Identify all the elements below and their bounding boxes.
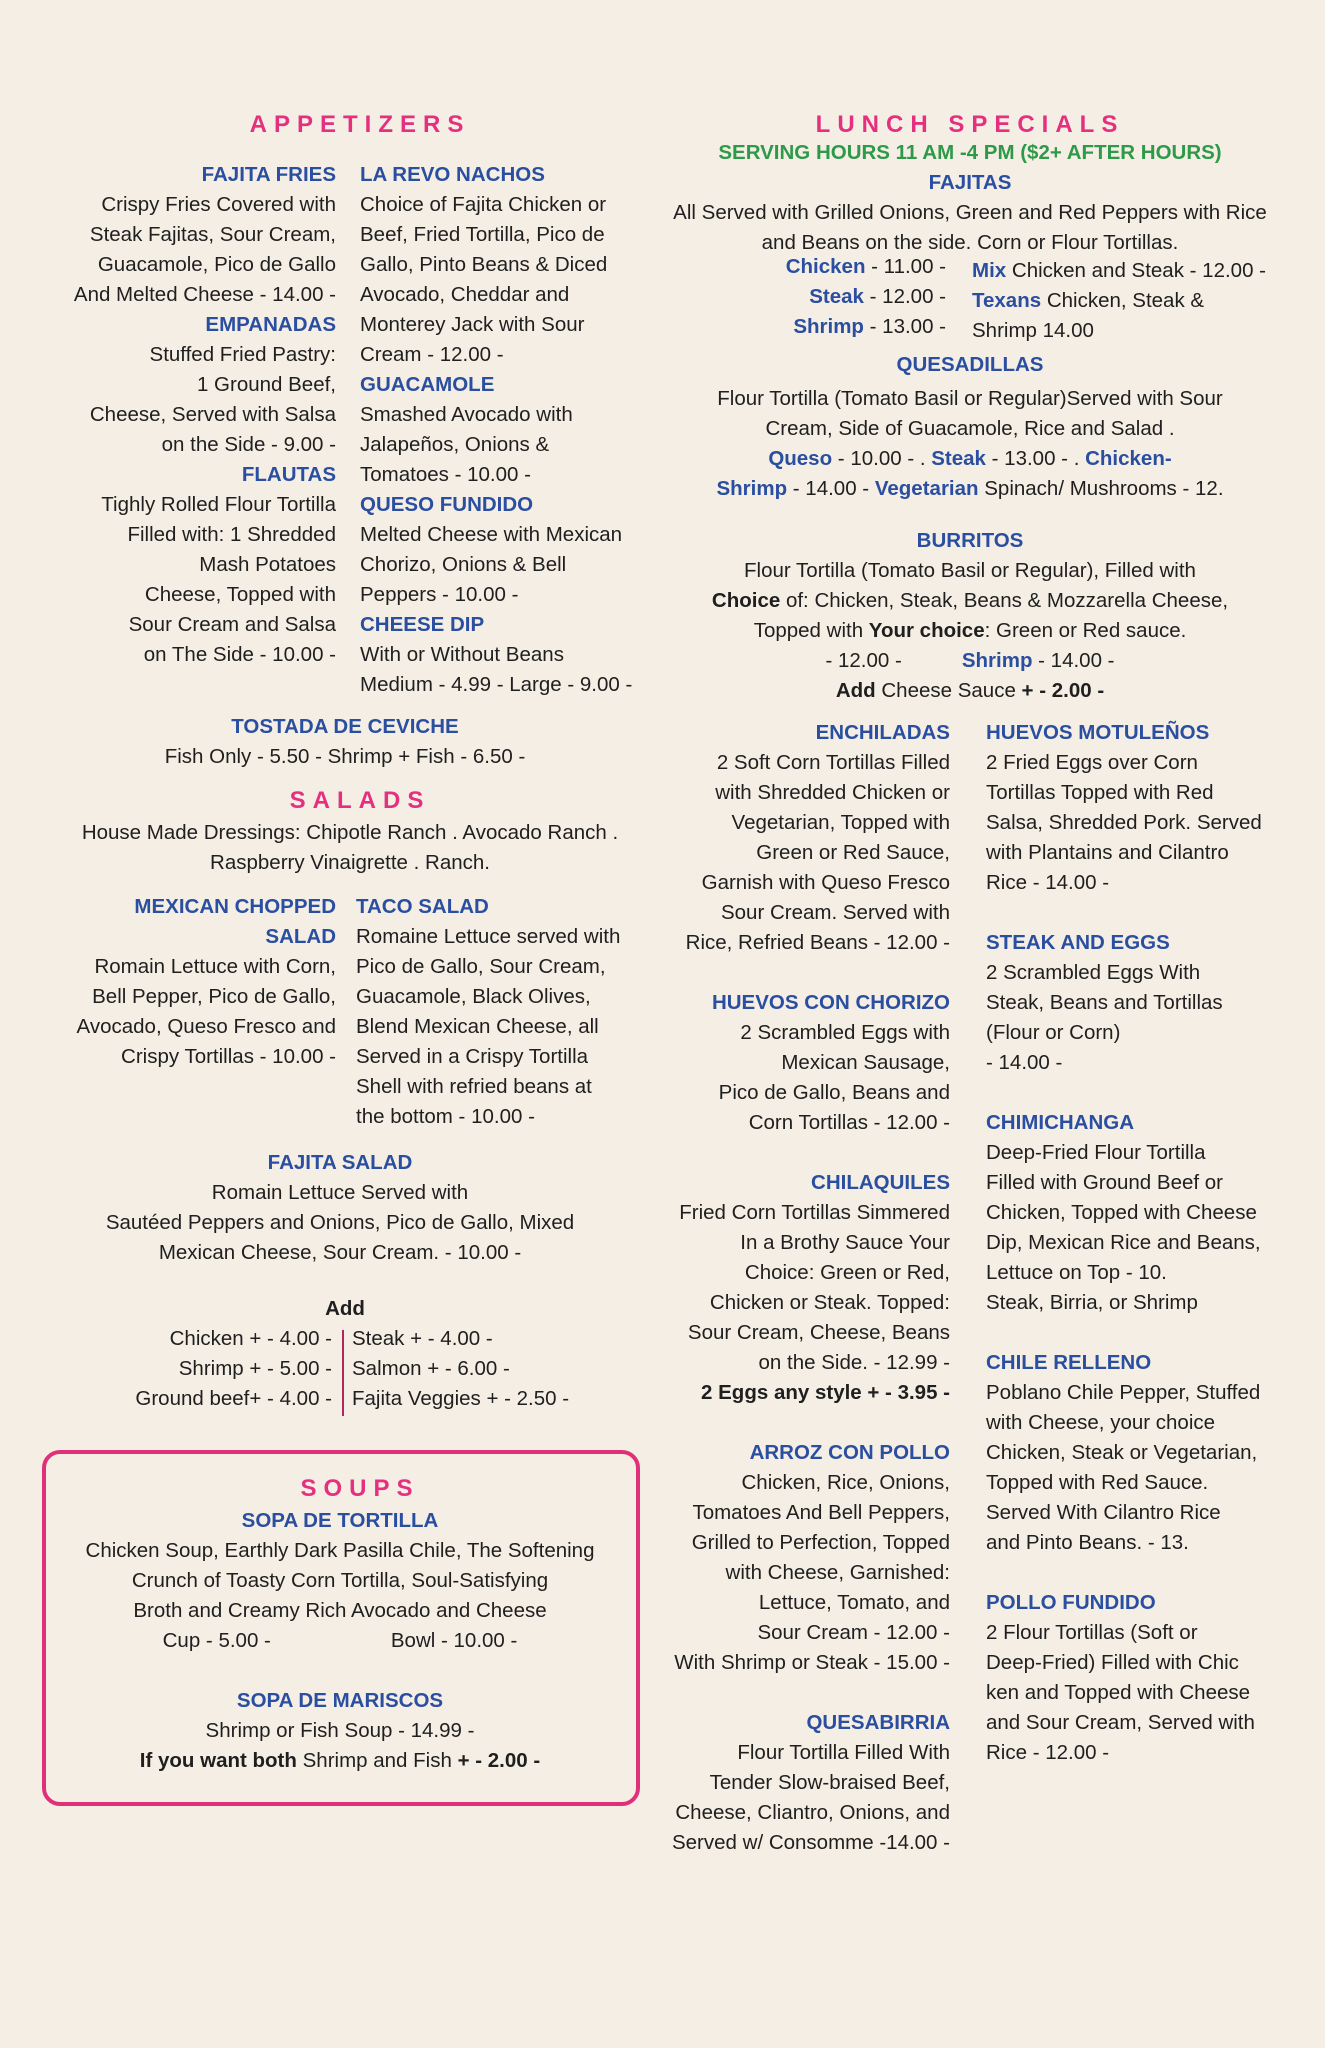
mexican-chopped-name: SALAD bbox=[265, 925, 336, 948]
empanadas-line: 1 Ground Beef, bbox=[196, 373, 336, 396]
taco-salad-line: Romaine Lettuce served with bbox=[356, 925, 621, 948]
fajita-fries-line: Steak Fajitas, Sour Cream, bbox=[89, 223, 336, 246]
add-option: Salmon + - 6.00 - bbox=[352, 1357, 510, 1380]
appetizers-title: APPETIZERS bbox=[249, 111, 471, 138]
chilaquiles-line: Choice: Green or Red, bbox=[744, 1261, 950, 1284]
dressings-line: House Made Dressings: Chipotle Ranch . Avocado Ranch . bbox=[81, 821, 619, 844]
salad-dressings bbox=[40, 818, 660, 878]
chimichanga-line: Steak, Birria, or Shrimp bbox=[986, 1291, 1198, 1314]
burritos-add-text: Cheese Sauce bbox=[875, 679, 1022, 702]
chilaquiles-eggs: 2 Eggs any style + - 3.95 - bbox=[701, 1381, 950, 1404]
quesadillas-desc bbox=[650, 384, 1290, 504]
pollo-fundido-name: POLLO FUNDIDO bbox=[986, 1591, 1156, 1614]
chile-relleno-name: CHILE RELLENO bbox=[986, 1351, 1152, 1374]
quesadillas-line: Flour Tortilla (Tomato Basil or Regular)Served with Sour bbox=[717, 387, 1223, 410]
quesabirria-line: Tender Slow-braised Beef, bbox=[709, 1771, 950, 1794]
add-option: Steak + - 4.00 - bbox=[352, 1327, 493, 1350]
burritos-your-choice: Your choice bbox=[868, 619, 985, 642]
soups-title: SOUPS bbox=[300, 1475, 420, 1502]
add-title: Add bbox=[325, 1297, 365, 1320]
arroz-pollo-line: Sour Cream - 12.00 - bbox=[757, 1621, 950, 1644]
huevos-chorizo-line: Pico de Gallo, Beans and bbox=[718, 1081, 950, 1104]
empanadas-name: EMPANADAS bbox=[205, 313, 336, 336]
huevos-chorizo-line: Mexican Sausage, bbox=[781, 1051, 950, 1074]
sopa-mariscos-name: SOPA DE MARISCOS bbox=[236, 1689, 444, 1712]
sopa-tortilla-line: Chicken Soup, Earthly Dark Pasilla Chile, The Softening bbox=[85, 1539, 595, 1562]
guacamole-name: GUACAMOLE bbox=[360, 373, 495, 396]
price: - 14.00 - bbox=[787, 477, 870, 500]
mexican-chopped-line: Crispy Tortillas - 10.00 - bbox=[121, 1045, 336, 1068]
enchiladas-line: with Shredded Chicken or bbox=[715, 781, 950, 804]
tostada-block bbox=[90, 712, 600, 772]
fajita-salad-line: Sautéed Peppers and Onions, Pico de Gallo, Mixed bbox=[105, 1211, 575, 1234]
quesadillas-vegetarian: Vegetarian bbox=[874, 477, 979, 500]
enchiladas-line: Vegetarian, Topped with bbox=[731, 811, 950, 834]
huevos-motulenos-line: Rice - 14.00 - bbox=[986, 871, 1110, 894]
cheese-dip-name: CHEESE DIP bbox=[360, 613, 485, 636]
flautas-line: Mash Potatoes bbox=[199, 553, 336, 576]
quesadillas-chicken-shrimp: Chicken- bbox=[1085, 447, 1172, 470]
price: - 13.00 - . bbox=[985, 447, 1080, 470]
queso-fundido-name: QUESO FUNDIDO bbox=[360, 493, 534, 516]
chile-relleno-line: with Cheese, your choice bbox=[986, 1411, 1216, 1434]
enchiladas-line: Sour Cream. Served with bbox=[720, 901, 950, 924]
both-bold: If you want both bbox=[139, 1749, 297, 1772]
queso-fundido-line: Chorizo, Onions & Bell bbox=[360, 553, 567, 576]
sopa-tortilla-sizes bbox=[60, 1626, 620, 1656]
fajita-salad-line: Mexican Cheese, Sour Cream. - 10.00 - bbox=[158, 1241, 522, 1264]
huevos-chorizo-line: 2 Scrambled Eggs with bbox=[740, 1021, 950, 1044]
dressings-line: Raspberry Vinaigrette . Ranch. bbox=[210, 851, 490, 874]
arroz-pollo-line: Chicken, Rice, Onions, bbox=[741, 1471, 950, 1494]
chimichanga-line: Dip, Mexican Rice and Beans, bbox=[986, 1231, 1261, 1254]
sopa-tortilla-name: SOPA DE TORTILLA bbox=[241, 1509, 439, 1532]
flautas-line: Sour Cream and Salsa bbox=[128, 613, 336, 636]
mexican-chopped-name: MEXICAN CHOPPED bbox=[134, 895, 336, 918]
fajitas-line: and Beans on the side. Corn or Flour Tortillas. bbox=[761, 231, 1179, 254]
chile-relleno-line: Served With Cilantro Rice bbox=[986, 1501, 1221, 1524]
chimichanga-line: Deep-Fried Flour Tortilla bbox=[986, 1141, 1206, 1164]
arroz-pollo-name: ARROZ CON POLLO bbox=[749, 1441, 950, 1464]
pollo-fundido-line: Deep-Fried) Filled with Chic bbox=[986, 1651, 1239, 1674]
nachos-line: Choice of Fajita Chicken or bbox=[360, 193, 607, 216]
nachos-line: Gallo, Pinto Beans & Diced bbox=[360, 253, 608, 276]
burritos-add-price: + - 2.00 - bbox=[1021, 679, 1105, 702]
both-price: + - 2.00 - bbox=[457, 1749, 541, 1772]
empanadas-line: Cheese, Served with Salsa bbox=[89, 403, 336, 426]
add-option: Chicken + - 4.00 - bbox=[169, 1327, 332, 1350]
fajitas-line: All Served with Grilled Onions, Green and Red Peppers with Rice bbox=[673, 201, 1267, 224]
mexican-chopped-line: Avocado, Queso Fresco and bbox=[76, 1015, 336, 1038]
taco-salad-line: Shell with refried beans at bbox=[356, 1075, 592, 1098]
cheese-dip-line: Medium - 4.99 - Large - 9.00 - bbox=[360, 673, 633, 696]
enchiladas-line: Garnish with Queso Fresco bbox=[701, 871, 950, 894]
burritos-choice: Choice bbox=[711, 589, 781, 612]
chile-relleno-line: Topped with Red Sauce. bbox=[986, 1471, 1209, 1494]
quesabirria-line: Served w/ Consomme -14.00 - bbox=[671, 1831, 950, 1854]
salads-title: SALADS bbox=[289, 787, 431, 814]
huevos-chorizo-line: Corn Tortillas - 12.00 - bbox=[748, 1111, 950, 1134]
quesadillas-name: QUESADILLAS bbox=[896, 353, 1044, 376]
huevos-motulenos-line: with Plantains and Cilantro bbox=[986, 841, 1229, 864]
arroz-pollo-line: With Shrimp or Steak - 15.00 - bbox=[674, 1651, 950, 1674]
quesadillas-queso: Queso bbox=[768, 447, 833, 470]
flautas-name: FLAUTAS bbox=[241, 463, 336, 486]
texans-text2: Shrimp 14.00 bbox=[972, 319, 1094, 342]
chile-relleno-line: Chicken, Steak or Vegetarian, bbox=[986, 1441, 1258, 1464]
chile-relleno-line: Poblano Chile Pepper, Stuffed bbox=[986, 1381, 1261, 1404]
add-option: Shrimp + - 5.00 - bbox=[178, 1357, 332, 1380]
fajita-salad bbox=[60, 1148, 620, 1268]
mix-text: Chicken and Steak - 12.00 - bbox=[1006, 259, 1267, 282]
burritos-line: Flour Tortilla (Tomato Basil or Regular), Filled with bbox=[744, 559, 1196, 582]
taco-salad-name: TACO SALAD bbox=[356, 895, 489, 918]
add-option: Ground beef+ - 4.00 - bbox=[135, 1387, 332, 1410]
bowl-price: Bowl - 10.00 - bbox=[390, 1629, 518, 1652]
appetizers-left-column bbox=[40, 160, 336, 670]
steak-eggs-line: - 14.00 - bbox=[986, 1051, 1063, 1074]
texans-text: Chicken, Steak & bbox=[1041, 289, 1205, 312]
huevos-chorizo-name: HUEVOS CON CHORIZO bbox=[711, 991, 950, 1014]
add-divider bbox=[342, 1330, 344, 1416]
chimichanga-line: Lettuce on Top - 10. bbox=[986, 1261, 1167, 1284]
fajita-fries-name: FAJITA FRIES bbox=[201, 163, 336, 186]
fajitas-steak: Steak bbox=[809, 285, 864, 308]
quesadillas-line: Cream, Side of Guacamole, Rice and Salad . bbox=[765, 417, 1175, 440]
quesabirria-line: Flour Tortilla Filled With bbox=[737, 1741, 950, 1764]
nachos-line: Avocado, Cheddar and bbox=[360, 283, 570, 306]
fajitas-prices-left bbox=[700, 252, 946, 342]
huevos-motulenos-name: HUEVOS MOTULEÑOS bbox=[986, 721, 1210, 744]
pollo-fundido-line: and Sour Cream, Served with bbox=[986, 1711, 1255, 1734]
taco-salad-line: Blend Mexican Cheese, all bbox=[356, 1015, 599, 1038]
enchiladas-name: ENCHILADAS bbox=[815, 721, 950, 744]
enchiladas-line: 2 Soft Corn Tortillas Filled bbox=[716, 751, 950, 774]
lunch-specials-title: LUNCH SPECIALS bbox=[815, 111, 1125, 138]
huevos-motulenos-line: 2 Fried Eggs over Corn bbox=[986, 751, 1198, 774]
veg-text: Spinach/ Mushrooms - 12. bbox=[978, 477, 1224, 500]
steak-eggs-line: 2 Scrambled Eggs With bbox=[986, 961, 1201, 984]
chilaquiles-line: Chicken or Steak. Topped: bbox=[709, 1291, 950, 1314]
empanadas-line: on the Side - 9.00 - bbox=[161, 433, 336, 456]
chimichanga-name: CHIMICHANGA bbox=[986, 1111, 1135, 1134]
fajitas-chicken: Chicken bbox=[785, 255, 866, 278]
fajita-salad-line: Romain Lettuce Served with bbox=[211, 1181, 469, 1204]
guacamole-line: Smashed Avocado with bbox=[360, 403, 573, 426]
flautas-line: Filled with: 1 Shredded bbox=[127, 523, 336, 546]
mexican-chopped-salad bbox=[40, 892, 336, 1072]
mexican-chopped-line: Bell Pepper, Pico de Gallo, bbox=[92, 985, 336, 1008]
burritos-add: Add bbox=[835, 679, 876, 702]
add-option: Fajita Veggies + - 2.50 - bbox=[352, 1387, 570, 1410]
enchiladas-line: Green or Red Sauce, bbox=[756, 841, 950, 864]
queso-fundido-line: Peppers - 10.00 - bbox=[360, 583, 519, 606]
sopa-tortilla-line: Crunch of Toasty Corn Tortilla, Soul-Satisfying bbox=[131, 1569, 549, 1592]
price: - 11.00 - bbox=[865, 255, 946, 278]
flautas-line: Cheese, Topped with bbox=[144, 583, 336, 606]
sopa-mariscos-both bbox=[60, 1746, 620, 1776]
taco-salad-line: Pico de Gallo, Sour Cream, bbox=[356, 955, 606, 978]
fajita-salad-name: FAJITA SALAD bbox=[267, 1151, 413, 1174]
taco-salad-line: Guacamole, Black Olives, bbox=[356, 985, 591, 1008]
taco-salad-line: Served in a Crispy Tortilla bbox=[356, 1045, 589, 1068]
fajita-fries-line: Guacamole, Pico de Gallo bbox=[97, 253, 336, 276]
fajita-fries-line: And Melted Cheese - 14.00 - bbox=[73, 283, 336, 306]
cup-price: Cup - 5.00 - bbox=[162, 1629, 271, 1652]
fajitas-prices-right bbox=[972, 256, 1292, 346]
cheese-dip-line: With or Without Beans bbox=[360, 643, 564, 666]
fajitas-shrimp: Shrimp bbox=[793, 315, 864, 338]
both-text: Shrimp and Fish bbox=[302, 1749, 452, 1772]
burritos-shrimp: Shrimp bbox=[961, 649, 1033, 672]
huevos-motulenos-line: Tortillas Topped with Red bbox=[986, 781, 1214, 804]
sopa-mariscos-line: Shrimp or Fish Soup - 14.99 - bbox=[205, 1719, 475, 1742]
chimichanga-line: Filled with Ground Beef or bbox=[986, 1171, 1224, 1194]
burritos-line: of: Chicken, Steak, Beans & Mozzarella Cheese, bbox=[780, 589, 1229, 612]
lunch-right-column bbox=[986, 718, 1306, 1768]
add-right-list bbox=[352, 1324, 652, 1414]
chilaquiles-line: In a Brothy Sauce Your bbox=[740, 1231, 950, 1254]
steak-eggs-line: Steak, Beans and Tortillas bbox=[986, 991, 1223, 1014]
price: - 13.00 - bbox=[863, 315, 946, 338]
appetizers-right-column bbox=[360, 160, 650, 700]
queso-fundido-line: Melted Cheese with Mexican bbox=[360, 523, 623, 546]
fajitas-desc bbox=[650, 198, 1290, 258]
arroz-pollo-line: Grilled to Perfection, Topped bbox=[691, 1531, 950, 1554]
flautas-line: Tighly Rolled Flour Tortilla bbox=[101, 493, 336, 516]
fajitas-mix: Mix bbox=[972, 259, 1007, 282]
fajitas-name: FAJITAS bbox=[928, 171, 1012, 194]
la-revo-nachos-name: LA REVO NACHOS bbox=[360, 163, 545, 186]
taco-salad-line: the bottom - 10.00 - bbox=[356, 1105, 535, 1128]
burritos-desc bbox=[650, 556, 1290, 706]
pollo-fundido-line: Rice - 12.00 - bbox=[986, 1741, 1110, 1764]
chilaquiles-line: on the Side. - 12.99 - bbox=[758, 1351, 950, 1374]
taco-salad bbox=[356, 892, 656, 1132]
flautas-line: on The Side - 10.00 - bbox=[143, 643, 336, 666]
chile-relleno-line: and Pinto Beans. - 13. bbox=[986, 1531, 1189, 1554]
enchiladas-line: Rice, Refried Beans - 12.00 - bbox=[685, 931, 950, 954]
empanadas-line: Stuffed Fried Pastry: bbox=[149, 343, 336, 366]
lunch-left-column bbox=[650, 718, 950, 1858]
burritos-line: : Green or Red sauce. bbox=[984, 619, 1187, 642]
huevos-motulenos-line: Salsa, Shredded Pork. Served bbox=[986, 811, 1262, 834]
add-left-list bbox=[40, 1324, 332, 1414]
steak-eggs-name: STEAK AND EGGS bbox=[986, 931, 1170, 954]
price: - 10.00 - . bbox=[832, 447, 926, 470]
price: - 14.00 - bbox=[1032, 649, 1115, 672]
burritos-line: Topped with bbox=[753, 619, 869, 642]
soups-content bbox=[60, 1506, 620, 1776]
steak-eggs-line: (Flour or Corn) bbox=[986, 1021, 1121, 1044]
chilaquiles-line: Sour Cream, Cheese, Beans bbox=[687, 1321, 950, 1344]
burritos-price: - 12.00 - bbox=[825, 649, 902, 672]
pollo-fundido-line: ken and Topped with Cheese bbox=[986, 1681, 1251, 1704]
quesadillas-shrimp: Shrimp bbox=[716, 477, 788, 500]
quesabirria-name: QUESABIRRIA bbox=[806, 1711, 950, 1734]
price: - 12.00 - bbox=[863, 285, 946, 308]
nachos-line: Cream - 12.00 - bbox=[360, 343, 504, 366]
pollo-fundido-line: 2 Flour Tortillas (Soft or bbox=[986, 1621, 1198, 1644]
arroz-pollo-line: with Cheese, Garnished: bbox=[725, 1561, 950, 1584]
sopa-tortilla-line: Broth and Creamy Rich Avocado and Cheese bbox=[133, 1599, 547, 1622]
burritos-name: BURRITOS bbox=[916, 529, 1024, 552]
mexican-chopped-line: Romain Lettuce with Corn, bbox=[94, 955, 336, 978]
guacamole-line: Jalapeños, Onions & bbox=[360, 433, 550, 456]
chimichanga-line: Chicken, Topped with Cheese bbox=[986, 1201, 1257, 1224]
nachos-line: Beef, Fried Tortilla, Pico de bbox=[360, 223, 605, 246]
arroz-pollo-line: Lettuce, Tomato, and bbox=[758, 1591, 950, 1614]
fajita-fries-line: Crispy Fries Covered with bbox=[101, 193, 336, 216]
chilaquiles-name: CHILAQUILES bbox=[811, 1171, 950, 1194]
tostada-name: TOSTADA DE CEVICHE bbox=[231, 715, 459, 738]
arroz-pollo-line: Tomatoes And Bell Peppers, bbox=[692, 1501, 950, 1524]
fajitas-texans: Texans bbox=[972, 289, 1042, 312]
quesabirria-line: Cheese, Cliantro, Onions, and bbox=[675, 1801, 950, 1824]
serving-hours: SERVING HOURS 11 AM -4 PM ($2+ AFTER HOURS) bbox=[718, 141, 1222, 164]
nachos-line: Monterey Jack with Sour bbox=[360, 313, 585, 336]
quesadillas-steak: Steak bbox=[931, 447, 986, 470]
guacamole-line: Tomatoes - 10.00 - bbox=[360, 463, 531, 486]
chilaquiles-line: Fried Corn Tortillas Simmered bbox=[679, 1201, 950, 1224]
tostada-line: Fish Only - 5.50 - Shrimp + Fish - 6.50 - bbox=[164, 745, 526, 768]
